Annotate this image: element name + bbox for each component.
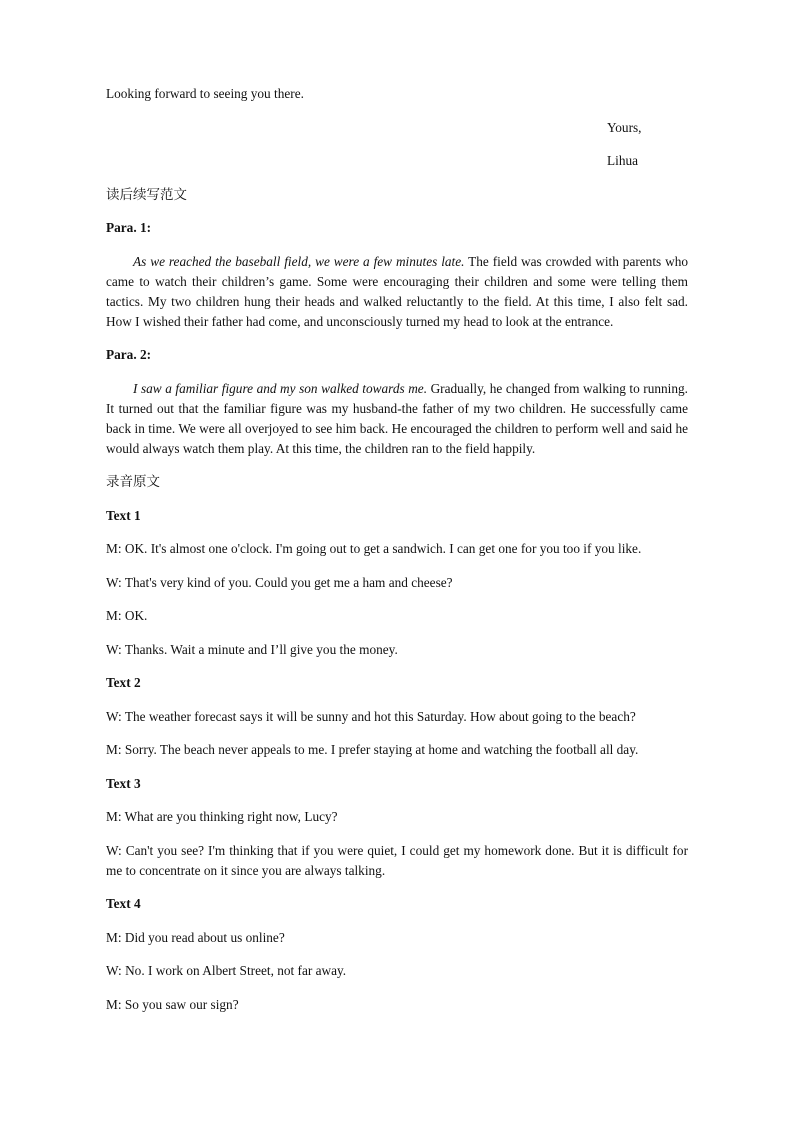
text2-line: W: The weather forecast says it will be sunny and hot this Saturday. How about going to the beach? xyxy=(106,708,636,724)
para2-italic-opening: I saw a familiar figure and my son walked towards me. xyxy=(133,380,428,396)
letter-signature: Lihua xyxy=(607,153,639,168)
text4-line: M: So you saw our sign? xyxy=(106,996,239,1012)
para2-label: Para. 2: xyxy=(106,347,152,362)
letter-signoff: Yours, xyxy=(607,119,642,135)
text1-line: M: OK. It's almost one o'clock. I'm going out to get a sandwich. I can get one for you too if you like. xyxy=(106,541,642,556)
para1-text xyxy=(106,252,688,332)
text4-line: W: No. I work on Albert Street, not far away. xyxy=(106,963,347,978)
para1-body: The field was crowded with parents who came to watch their children’s game. Some were encouraging their children and some were telling them tactics. My two children hung their heads and walked reluctantly to the field. At this time, I also felt sad. How I wished their father had come, and unconsciously turned my head to look at the entrance. xyxy=(106,253,689,329)
text1-line: W: That's very kind of you. Could you get me a ham and cheese? xyxy=(106,574,453,590)
document-page xyxy=(106,84,688,1028)
text3-line: M: What are you thinking right now, Lucy? xyxy=(106,809,338,824)
text2-label: Text 2 xyxy=(106,675,141,690)
text3-label: Text 3 xyxy=(106,775,141,791)
letter-closing-line: Looking forward to seeing you there. xyxy=(106,86,304,101)
text4-label: Text 4 xyxy=(106,896,141,911)
para2-body: Gradually, he changed from walking to running. It turned out that the familiar figure was my husband-the father of my two children. He successfully came back in time. We were all overjoyed to see him back. He encouraged the children to perform well and said he would always watch them play. At this time, the children ran to the field happily. xyxy=(106,380,688,456)
para2-text xyxy=(106,379,688,459)
para1-label: Para. 1: xyxy=(106,220,152,235)
para1-italic-opening: As we reached the baseball field, we were a few minutes late. xyxy=(133,253,465,269)
text4-line: M: Did you read about us online? xyxy=(106,929,285,945)
text2-line: M: Sorry. The beach never appeals to me. I prefer staying at home and watching the football all day. xyxy=(106,742,639,757)
transcript-heading: 录音原文 xyxy=(106,474,160,490)
continuation-heading: 读后续写范文 xyxy=(106,186,187,203)
text1-label: Text 1 xyxy=(106,507,141,523)
text1-line: W: Thanks. Wait a minute and I’ll give you the money. xyxy=(106,641,398,657)
text3-line: W: Can't you see? I'm thinking that if you were quiet, I could get my homework done. But it is difficult for me to concentrate on it since you are always talking. xyxy=(106,842,688,878)
text1-line: M: OK. xyxy=(106,608,148,623)
